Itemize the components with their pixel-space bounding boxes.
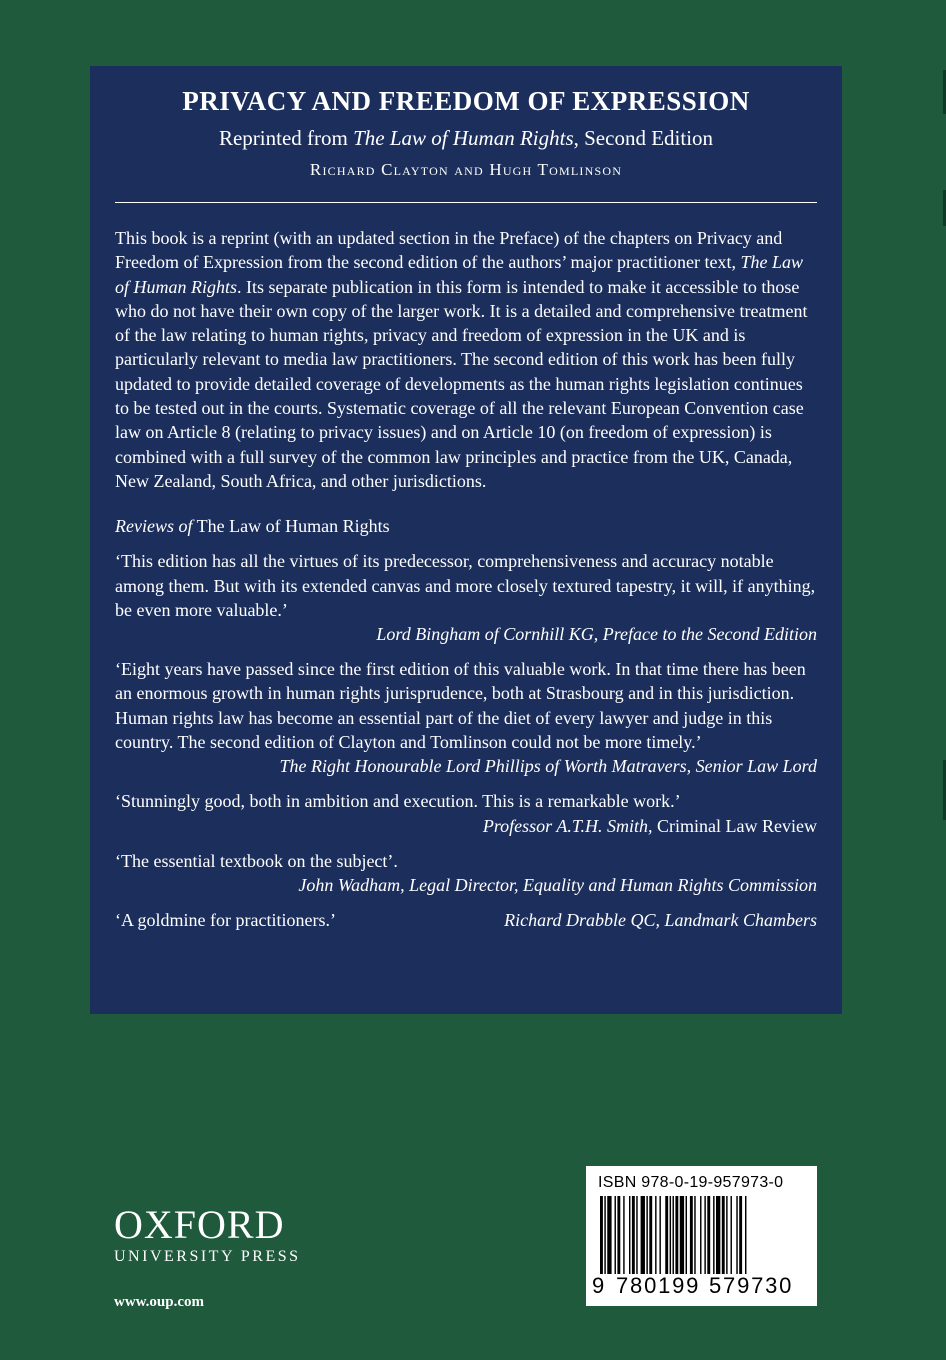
review-attribution: Richard Drabble QC, Landmark Chambers [504,909,817,930]
divider [115,202,817,203]
barcode-bar [694,1196,695,1274]
review-item [115,908,817,932]
review-item [115,657,817,778]
publisher-url: www.oup.com [114,1294,205,1310]
review-attribution: John Wadham, Legal Director, Equality and Human Rights Commission [298,874,817,895]
barcode-bar [675,1196,678,1274]
review-item [115,789,817,837]
review-attribution: Professor A.T.H. Smith, Criminal Law Review [482,815,817,836]
back-cover-panel [90,66,842,1014]
barcode-bar [646,1196,647,1274]
barcode-bar [716,1196,720,1274]
oxford-logo [114,1202,301,1267]
barcode-bar [632,1196,635,1274]
barcode-bar [704,1196,705,1274]
barcode-bar [673,1196,674,1274]
barcode-digits-right: 579730 [709,1273,794,1298]
review-quote: ‘Eight years have passed since the first edition of this valuable work. In that time there has been an enormous growth in human rights jurisprudence, both at Strasbourg and in this jurisdiction. Human rights law has become an essential part of the diet of every lawyer and judge in this country. The second edition of Clayton and Tomlinson could not be more timely.’ [115,659,806,753]
review-quote: ‘This edition has all the virtues of its predecessor, comprehensiveness and accuracy notable among them. But with its extended canvas and more closely textured tapestry, it will, if anything, be even more valuable.’ [115,551,816,620]
barcode-bar [607,1196,611,1274]
review-quote: ‘A goldmine for practitioners.’ [115,909,336,930]
review-quote: ‘The essential textbook on the subject’. [115,850,398,871]
barcode-bar [641,1196,645,1274]
barcode-bar [739,1196,742,1274]
book-authors: Richard Clayton and Hugh Tomlinson [309,160,623,179]
barcode-bar [659,1196,660,1274]
book-description: This book is a reprint (with an updated section in the Preface) of the chapters on Privacy and Freedom of Expression from the second edition of the authors’ major practitioner text, The Law of Human Rights. Its separate publication in this form is intended to make it accessible to those who do not have their own copy of the larger work. It is a detailed and comprehensive treatment of the law relating to human rights, privacy and freedom of expression in the UK and is particularly relevant to media law practitioners. The second edition of this work has been fully updated to provide detailed coverage of developments as the human rights legislation continues to be tested out in the courts. Systematic coverage of all the relevant European Convention case law on Article 8 (relating to privacy issues) and on Article 10 (on freedom of expression) is combined with a full survey of the common law principles and practice from the UK, Canada, New Zealand, South Africa, and other jurisdictions. [115,228,808,491]
barcode-digits-left: 780199 [616,1273,701,1298]
publisher-name: OXFORD [114,1202,285,1247]
barcode-bar [604,1196,605,1274]
barcode-bar [686,1196,687,1274]
barcode-bar [745,1196,746,1274]
barcode-bar [736,1196,737,1274]
barcode-bar [629,1196,630,1274]
barcode-bar [700,1196,701,1274]
publisher-subname: UNIVERSITY PRESS [114,1248,301,1265]
book-subtitle: Reprinted from The Law of Human Rights, Second Edition [218,126,714,150]
isbn-barcode [586,1166,817,1306]
review-item [115,849,817,897]
barcode-bar [655,1196,656,1274]
reviews-heading: Reviews of The Law of Human Rights [115,516,390,537]
review-item [115,549,817,646]
barcode-bar [636,1196,637,1274]
book-title: PRIVACY AND FREEDOM OF EXPRESSION [182,86,750,116]
barcode-bar [670,1196,671,1274]
barcode-bar [690,1196,693,1274]
barcode-bar [680,1196,684,1274]
barcode-bar [649,1196,652,1274]
barcode-bar [623,1196,624,1274]
isbn-label: ISBN 978-0-19-957973-0 [598,1174,784,1191]
barcode-bar [731,1196,732,1274]
review-attribution: The Right Honourable Lord Phillips of Worth Matravers, Senior Law Lord [279,756,817,777]
barcode-bar [713,1196,714,1274]
review-attribution: Lord Bingham of Cornhill KG, Preface to the Second Edition [376,624,817,645]
barcode-bar [665,1196,668,1274]
barcode-bar [617,1196,620,1274]
barcode-bar [707,1196,710,1274]
barcode-bars [598,1196,805,1276]
review-quote: ‘Stunningly good, both in ambition and execution. This is a remarkable work.’ [115,791,681,812]
barcode-bar [600,1196,603,1274]
barcode-digit-first: 9 [592,1273,605,1298]
barcode-bar [726,1196,727,1274]
barcode-bar [722,1196,725,1274]
barcode-bar [615,1196,616,1274]
